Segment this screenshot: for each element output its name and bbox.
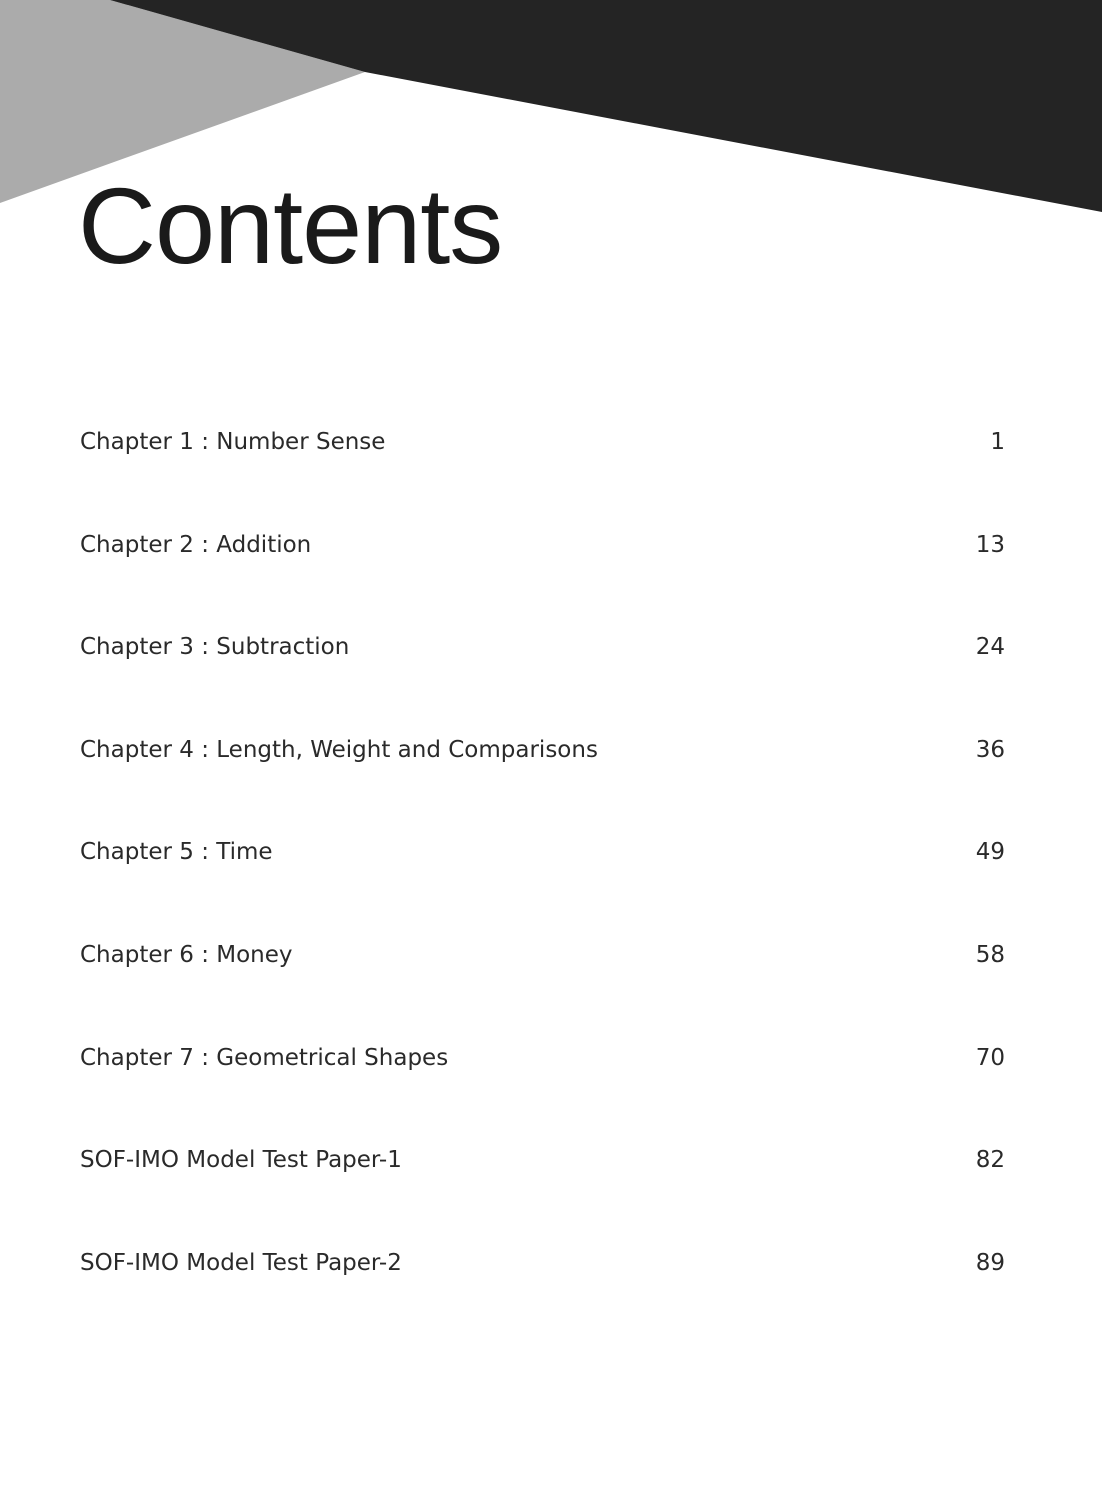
toc-entry-page: 24 [975,634,1005,661]
toc-entry[interactable] [80,728,1005,831]
toc-entry-label: Chapter 5 : Time [80,839,273,866]
toc-entry-page: 82 [975,1147,1005,1174]
toc-entry-label: Chapter 7 : Geometrical Shapes [80,1044,449,1071]
toc-entry-page: 1 [990,429,1005,455]
toc-entry-page: 58 [975,941,1005,968]
table-of-contents [80,420,1005,1343]
toc-entry[interactable] [80,523,1005,626]
toc-entry-label: Chapter 2 : Addition [80,531,312,558]
toc-entry[interactable] [80,625,1005,728]
toc-entry[interactable] [80,933,1005,1036]
toc-entry-page: 89 [975,1249,1005,1276]
toc-entry-label: Chapter 1 : Number Sense [80,429,386,455]
toc-entry-page: 13 [975,531,1005,558]
toc-entry[interactable] [80,830,1005,933]
page-title: Contents [78,165,503,286]
toc-entry-page: 36 [975,736,1005,763]
toc-entry-label: Chapter 4 : Length, Weight and Comparisons [80,736,598,763]
toc-entry[interactable] [80,1138,1005,1241]
toc-entry-label: Chapter 6 : Money [80,941,293,968]
toc-entry-label: SOF-IMO Model Test Paper-2 [80,1249,402,1276]
toc-entry[interactable] [80,1036,1005,1139]
toc-entry-label: SOF-IMO Model Test Paper-1 [80,1147,402,1174]
toc-entry[interactable] [80,420,1005,523]
toc-entry[interactable] [80,1241,1005,1344]
toc-entry-page: 70 [975,1044,1005,1071]
toc-entry-label: Chapter 3 : Subtraction [80,634,350,661]
toc-entry-page: 49 [975,839,1005,866]
